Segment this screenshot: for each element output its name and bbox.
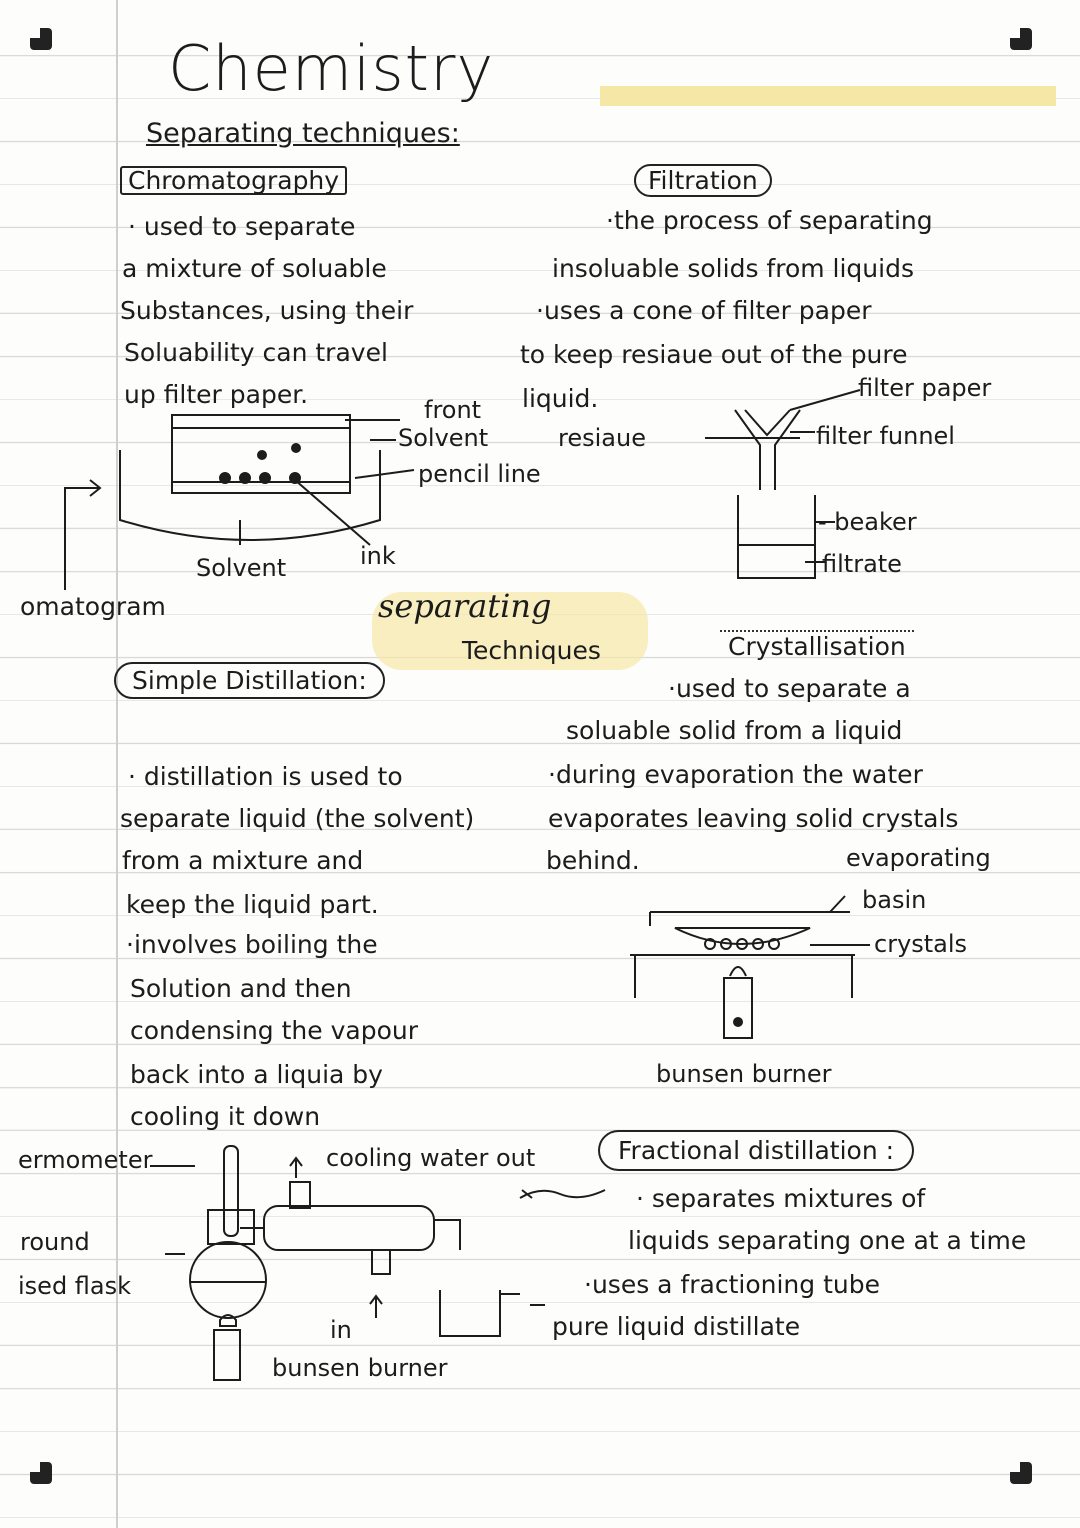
crystals-label: crystals bbox=[874, 930, 968, 958]
solvent-front-label: Solvent bbox=[398, 424, 489, 452]
crystallisation-diagram bbox=[630, 896, 870, 1038]
center-title: separating bbox=[378, 587, 552, 625]
thermometer-label: ermometer bbox=[18, 1146, 153, 1174]
fractional-line: ·uses a fractioning tube bbox=[584, 1270, 880, 1299]
round-label: round bbox=[20, 1228, 90, 1256]
distillation-line: Solution and then bbox=[130, 974, 352, 1003]
distillation-diagram bbox=[150, 1146, 605, 1380]
filtration-line: ·the process of separating bbox=[606, 206, 933, 235]
chromatogram-label: omatogram bbox=[20, 592, 166, 621]
filtrate-label: filtrate bbox=[822, 550, 902, 578]
chromatography-line: · used to separate bbox=[128, 212, 356, 241]
filtration-line: ·uses a cone of filter paper bbox=[536, 296, 872, 325]
chromatography-line: a mixture of soluable bbox=[122, 254, 387, 283]
fractional-line: liquids separating one at a time bbox=[628, 1226, 1027, 1255]
crystallisation-line: ·during evaporation the water bbox=[548, 760, 923, 789]
distillation-line: ·involves boiling the bbox=[126, 930, 378, 959]
distillation-line: · distillation is used to bbox=[128, 762, 403, 791]
chromatography-line: Soluability can travel bbox=[124, 338, 388, 367]
fractional-line: pure liquid distillate bbox=[552, 1312, 801, 1341]
bunsen-burner-label-2: bunsen burner bbox=[656, 1060, 832, 1088]
chromatography-heading: Chromatography bbox=[120, 166, 347, 195]
fractional-heading: Fractional distillation : bbox=[598, 1130, 914, 1171]
distillation-line: keep the liquid part. bbox=[126, 890, 379, 919]
filtration-line: insoluable solids from liquids bbox=[552, 254, 914, 283]
filter-paper-label: filter paper bbox=[858, 374, 992, 402]
filtration-line: to keep resiaue out of the pure bbox=[520, 340, 908, 369]
crystallisation-heading: Crystallisation bbox=[720, 630, 914, 661]
ink-label: ink bbox=[360, 542, 396, 570]
crystallisation-line: evaporates leaving solid crystals bbox=[548, 804, 959, 833]
filtration-line: liquid. bbox=[522, 384, 599, 413]
chromatography-line: Substances, using their bbox=[120, 296, 414, 325]
filtration-heading: Filtration bbox=[634, 164, 772, 197]
beaker-label: - beaker bbox=[818, 508, 917, 536]
solvent-label: Solvent bbox=[196, 554, 287, 582]
distillation-line: condensing the vapour bbox=[130, 1016, 418, 1045]
distillation-line: cooling it down bbox=[130, 1102, 321, 1131]
crystallisation-line: soluable solid from a liquid bbox=[566, 716, 903, 745]
bunsen-burner-label: bunsen burner bbox=[272, 1354, 448, 1382]
front-label: front bbox=[424, 396, 482, 424]
flask-label: ised flask bbox=[18, 1272, 132, 1300]
pencil-line-label: pencil line bbox=[418, 460, 541, 488]
center-title-2: Techniques bbox=[462, 636, 601, 665]
water-out-label: cooling water out bbox=[326, 1144, 536, 1172]
distillation-line: separate liquid (the solvent) bbox=[120, 804, 475, 833]
chromatography-diagram bbox=[65, 415, 414, 590]
filter-funnel-label: filter funnel bbox=[816, 422, 955, 450]
filtration-diagram bbox=[705, 390, 860, 578]
distillation-heading: Simple Distillation: bbox=[114, 662, 385, 699]
chromatography-line: up filter paper. bbox=[124, 380, 309, 409]
evaporating-label: evaporating bbox=[846, 844, 991, 872]
page-subtitle: Separating techniques: bbox=[146, 118, 460, 149]
page-title: Chemistry bbox=[168, 32, 495, 105]
water-in-label: in bbox=[330, 1316, 352, 1344]
crystallisation-line: ·used to separate a bbox=[668, 674, 911, 703]
distillation-line: back into a liquia by bbox=[130, 1060, 383, 1089]
fractional-line: · separates mixtures of bbox=[636, 1184, 926, 1213]
residue-label: resiaue bbox=[558, 424, 646, 452]
crystallisation-line: behind. bbox=[546, 846, 640, 875]
basin-label: basin bbox=[862, 886, 927, 914]
distillation-line: from a mixture and bbox=[122, 846, 364, 875]
